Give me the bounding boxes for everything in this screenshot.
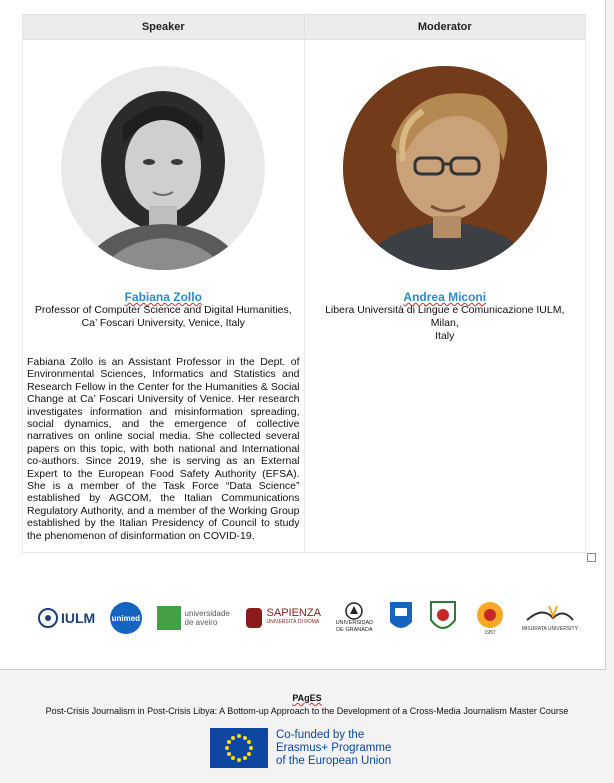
moderator-cell <box>304 40 586 553</box>
speaker-header: Speaker <box>23 15 305 40</box>
sapienza-logo: SAPIENZA UNIVERSITÀ DI ROMA <box>245 607 321 629</box>
speaker-table <box>22 14 586 553</box>
partner-logos <box>38 595 578 641</box>
moderator-affiliation-2: Italy <box>435 330 455 342</box>
eu-funding-badge <box>210 727 391 769</box>
iulm-logo: IULM <box>38 608 95 628</box>
speaker-name: Fabiana Zollo <box>124 290 202 304</box>
moderator-name: Andrea Miconi <box>403 290 487 304</box>
footer-subtitle: Post-Crisis Journalism in Post-Crisis Libya: A Bottom-up Approach to the Development of a Cross-Media Journalism Master Course <box>45 706 569 716</box>
moderator-affiliation-1: Libera Università di Lingue e Comunicazione IULM, Milan, <box>325 304 565 329</box>
speaker-cell <box>23 40 305 553</box>
speaker-photo <box>61 66 265 270</box>
shield-logo-1 <box>388 600 414 636</box>
moderator-photo <box>343 66 547 270</box>
eu-flag-icon <box>210 728 268 768</box>
aveiro-logo: universidade de aveiro <box>157 606 230 630</box>
eu-text-line-2: Erasmus+ Programme <box>276 741 392 754</box>
shield-logo-2 <box>428 600 458 636</box>
speaker-bio: Fabiana Zollo is an Assistant Professor in the Dept. of Environmental Sciences, Informatics and Statistics and Research Fellow in the Center for the Humanities & Social Change at Ca’ Foscari University of Venice. Her research investigates information and misinformation spreading, social dynamics, and the emergence of collective narratives on online social media. She collected several papers on this topic, with both national and International co-authors. Since 2019, she is serving as an External Expert to the European Food Safety Authority (EFSA). She is a member of the Task Force “Data Science” established by AGCOM, the Italian Communications Regulatory Authority, and a member of the Working Group established by the Italian Presidency of Council to study the phenomenon of disinformation on COVID-19. <box>27 356 300 542</box>
eu-text-line-1: Co-funded by the <box>276 728 365 741</box>
resize-handle[interactable] <box>587 553 596 562</box>
misurata-logo: MISURATA UNIVERSITY <box>522 604 578 632</box>
granada-logo: UNIVERSIDAD DE GRANADA <box>336 602 374 634</box>
moderator-header: Moderator <box>304 15 586 40</box>
speaker-affiliation-1: Professor of Computer Science and Digital Humanities, <box>34 304 292 316</box>
eu-text-line-3: of the European Union <box>276 754 392 767</box>
footer-title: PAgES <box>292 693 322 703</box>
unimed-logo: unimed <box>110 602 142 634</box>
emblem-logo: 1957 <box>473 600 507 636</box>
speaker-affiliation-2: Ca’ Foscari University, Venice, Italy <box>81 317 245 329</box>
